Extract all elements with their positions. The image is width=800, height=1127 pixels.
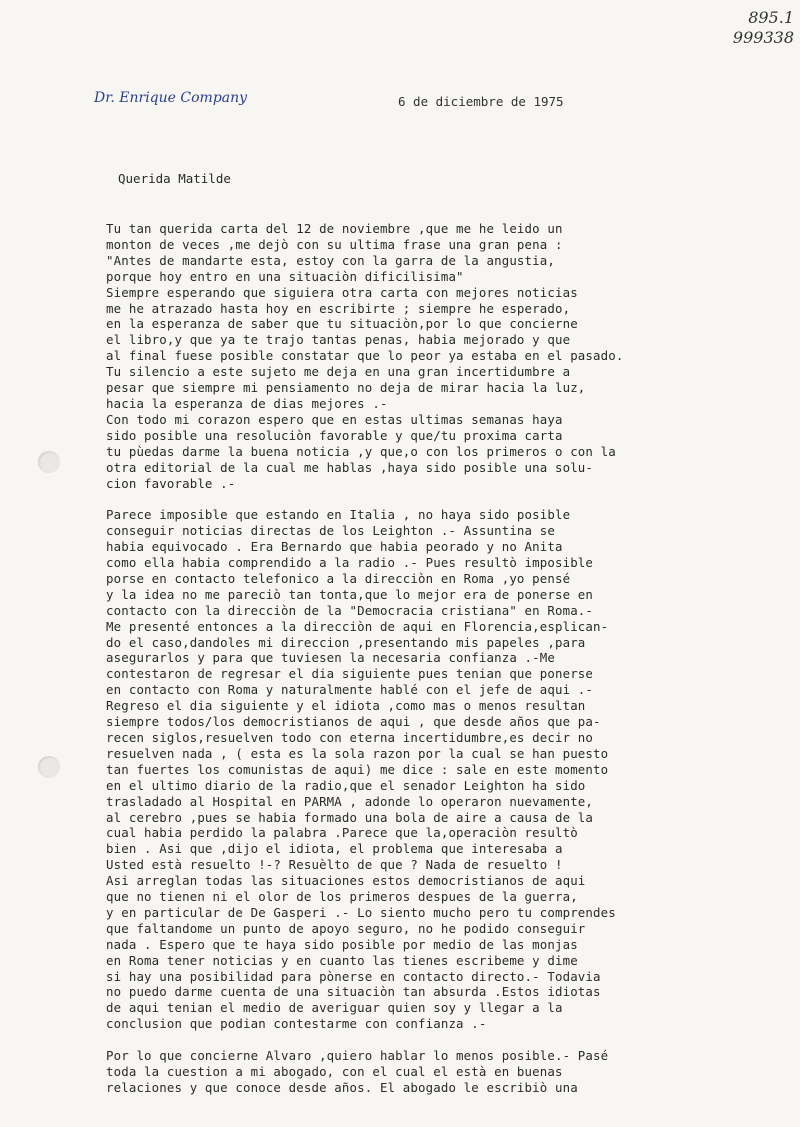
- text-line: tan fuertes los comunistas de aqui) me dice : sale en este momento: [106, 761, 609, 777]
- text-line: sido posible una resoluciòn favorable y que/tu proxima carta: [106, 427, 563, 443]
- text-line: conseguir noticias directas de los Leighton .- Assuntina se: [106, 523, 555, 539]
- text-line: pesar que siempre mi pensiamento no deja de mirar hacia la luz,: [106, 380, 586, 396]
- text-line: y en particular de De Gasperi .- Lo siento mucho pero tu comprendes: [106, 904, 616, 920]
- text-line: siempre todos/los democristianos de aqui , que desde años que pa-: [106, 714, 601, 730]
- text-line: cion favorable .-: [106, 475, 236, 491]
- text-line: que faltandome un punto de apoyo seguro, no he podido conseguir: [106, 920, 586, 936]
- text-line: Usted està resuelto !-? Resuèlto de que ? Nada de resuelto !: [106, 857, 563, 873]
- punch-hole: [38, 451, 60, 473]
- text-line: Tu silencio a este sujeto me deja en una gran incertidumbre a: [106, 364, 571, 380]
- text-line: recen siglos,resuelven todo con eterna incertidumbre,es decir no: [106, 729, 594, 745]
- letterhead-name: Dr. Enrique Company: [94, 90, 248, 106]
- text-line: nada . Espero que te haya sido posible por medio de las monjas: [106, 936, 578, 952]
- text-line: Parece imposible que estando en Italia , no haya sido posible: [106, 507, 571, 523]
- text-line: Me presenté entonces a la direcciòn de aqui en Florencia,esplican-: [106, 618, 609, 634]
- text-line: monton de veces ,me dejò con su ultima frase una gran pena :: [106, 236, 563, 252]
- text-line: tu pùedas darme la buena noticia ,y que,o con los primeros o con la: [106, 443, 616, 459]
- text-line: Siempre esperando que siguiera otra carta con mejores noticias: [106, 284, 578, 300]
- text-line: bien . Asi que ,dijo el idiota, el problema que interesaba a: [106, 841, 563, 857]
- text-line: el libro,y que ya te trajo tantas penas, habia mejorado y que: [106, 332, 571, 348]
- text-line: que no tienen ni el olor de los primeros despues de la guerra,: [106, 889, 578, 905]
- text-line: resuelven nada , ( esta es la sola razon por la cual se han puesto: [106, 745, 609, 761]
- text-line: y la idea no me pareciò tan tonta,que lo mejor era de ponerse en: [106, 586, 594, 602]
- archive-ref-line: 999338: [732, 28, 794, 47]
- text-line: Tu tan querida carta del 12 de noviembre ,que me he leido un: [106, 221, 563, 236]
- text-line: contacto con la direcciòn de la "Democracia cristiana" en Roma.-: [106, 602, 594, 618]
- text-line: me he atrazado hasta hoy en escribirte ; siempre he esperado,: [106, 300, 571, 316]
- text-line: cual habia perdido la palabra .Parece que la,operaciòn resultò: [106, 825, 578, 841]
- text-line: trasladado al Hospital en PARMA , adonde lo operaron nuevamente,: [106, 793, 594, 809]
- text-line: do el caso,dandoles mi direccion ,presentando mis papeles ,para: [106, 634, 586, 650]
- text-line: al cerebro ,pues se habia formado una bola de aire a causa de la: [106, 809, 594, 825]
- salutation: Querida Matilde: [118, 171, 231, 186]
- text-line: relaciones y que conoce desde años. El abogado le escribiò una: [106, 1079, 578, 1095]
- text-line: conclusion que podian contestarme con confianza .-: [106, 1016, 487, 1032]
- text-line: como ella habia comprendido a la radio .- Pues resultò imposible: [106, 555, 594, 571]
- text-line: en el ultimo diario de la radio,que el senador Leighton ha sido: [106, 777, 586, 793]
- paragraph: [106, 507, 776, 1032]
- text-line: Por lo que concierne Alvaro ,quiero hablar lo menos posible.- Pasé: [106, 1048, 609, 1064]
- text-line: de aqui tenian el medio de averiguar quien soy y llegar a la: [106, 1000, 563, 1016]
- text-line: asegurarlos y para que tuviesen la necesaria confianza .-Me: [106, 650, 555, 666]
- text-line: si hay una posibilidad para pònerse en contacto directo.- Todavia: [106, 968, 601, 984]
- text-line: en Roma tener noticias y en cuanto las tienes escribeme y dime: [106, 952, 578, 968]
- text-line: porse en contacto telefonico a la direcciòn en Roma ,yo pensé: [106, 570, 571, 586]
- text-line: toda la cuestion a mi abogado, con el cual el està en buenas: [106, 1064, 563, 1079]
- text-line: al final fuese posible constatar que lo peor ya estaba en el pasado.: [106, 348, 624, 364]
- archive-reference: [733, 8, 794, 48]
- paragraph-gap: [106, 1032, 776, 1048]
- text-line: otra editorial de la cual me hablas ,haya sido posible una solu-: [106, 459, 594, 475]
- paragraph: [106, 221, 776, 491]
- text-line: en contacto con Roma y naturalmente hablé con el jefe de aqui .-: [106, 682, 594, 698]
- paragraph-gap: [106, 491, 776, 507]
- text-line: en la esperanza de saber que tu situaciòn,por lo que concierne: [106, 316, 578, 332]
- text-line: hacia la esperanza de dias mejores .-: [106, 395, 388, 411]
- text-line: Con todo mi corazon espero que en estas ultimas semanas haya: [106, 411, 563, 427]
- text-line: Asi arreglan todas las situaciones estos democristianos de aqui: [106, 873, 586, 889]
- text-line: Regreso el dia siguiente y el idiota ,como mas o menos resultan: [106, 698, 586, 714]
- punch-hole: [38, 756, 60, 778]
- letter-date: 6 de diciembre de 1975: [398, 94, 564, 109]
- text-line: no puedo darme cuenta de una situaciòn tan absurda .Estos idiotas: [106, 984, 601, 1000]
- text-line: habia equivocado . Era Bernardo que habia peorado y no Anita: [106, 539, 563, 555]
- archive-ref-line: 895.1: [748, 8, 794, 27]
- letter-body: [106, 221, 776, 1096]
- text-line: "Antes de mandarte esta, estoy con la garra de la angustia,: [106, 252, 555, 268]
- text-line: porque hoy entro en una situaciòn dificilisima": [106, 268, 464, 284]
- paragraph: [106, 1048, 776, 1096]
- text-line: contestaron de regresar el dia siguiente pues tenian que ponerse: [106, 666, 594, 682]
